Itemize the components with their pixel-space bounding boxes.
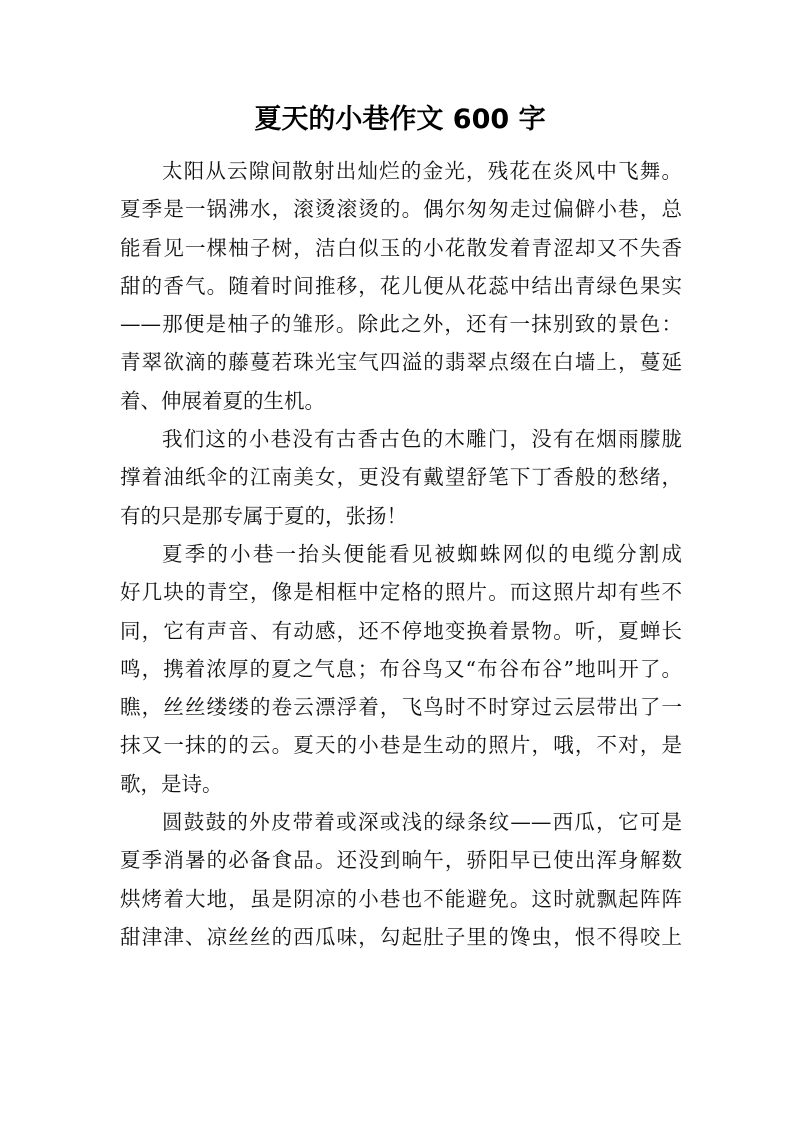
- text-line: 夏季消暑的必备食品。还没到晌午，骄阳早已使出浑身解数: [120, 848, 682, 873]
- text-line: 鸣，携着浓厚的夏之气息；布谷鸟又“布谷布谷”地叫开了。: [120, 656, 682, 681]
- text-line: 好几块的青空，像是相框中定格的照片。而这照片却有些不: [120, 580, 682, 605]
- paragraph-1: [120, 152, 682, 420]
- text-line: 着、伸展着夏的生机。: [120, 388, 325, 413]
- text-line: 瞧，丝丝缕缕的卷云漂浮着，飞鸟时不时穿过云层带出了一: [120, 695, 682, 720]
- text-line: 能看见一棵柚子树，洁白似玉的小花散发着青涩却又不失香: [120, 235, 682, 260]
- text-line: 我们这的小巷没有古香古色的木雕门，没有在烟雨朦胧: [162, 427, 682, 452]
- text-line: 烘烤着大地，虽是阴凉的小巷也不能避免。这时就飘起阵阵: [120, 886, 682, 911]
- text-line: 有的只是那专属于夏的，张扬！: [120, 503, 407, 528]
- text-line: 甜的香气。随着时间推移，花儿便从花蕊中结出青绿色果实: [120, 273, 682, 298]
- text-line: 太阳从云隙间散射出灿烂的金光，残花在炎风中飞舞。: [162, 159, 682, 183]
- text-line: 歌，是诗。: [120, 771, 223, 796]
- document-title: 夏天的小巷作文 600 字: [254, 104, 546, 135]
- text-line: 夏季是一锅沸水，滚烫滚烫的。偶尔匆匆走过偏僻小巷，总: [120, 197, 682, 222]
- text-line: 甜津津、凉丝丝的西瓜味，勾起肚子里的馋虫，恨不得咬上: [120, 924, 682, 949]
- paragraph-2: [120, 420, 682, 535]
- text-line: 青翠欲滴的藤蔓若珠光宝气四溢的翡翠点缀在白墙上，蔓延: [120, 350, 682, 375]
- document-body: [120, 152, 682, 956]
- text-line: 撑着油纸伞的江南美女，更没有戴望舒笔下丁香般的愁绪，: [120, 465, 682, 490]
- text-line: 圆鼓鼓的外皮带着或深或浅的绿条纹——西瓜，它可是: [162, 810, 682, 835]
- text-line: 同，它有声音、有动感，还不停地变换着景物。听，夏蝉长: [120, 618, 682, 643]
- text-line: 夏季的小巷一抬头便能看见被蜘蛛网似的电缆分割成: [162, 541, 682, 566]
- text-line: ——那便是柚子的雏形。除此之外，还有一抹别致的景色：: [120, 312, 682, 337]
- text-line: 抹又一抹的的云。夏天的小巷是生动的照片，哦，不对，是: [120, 733, 682, 758]
- paragraph-3: [120, 535, 682, 803]
- paragraph-4: [120, 803, 682, 956]
